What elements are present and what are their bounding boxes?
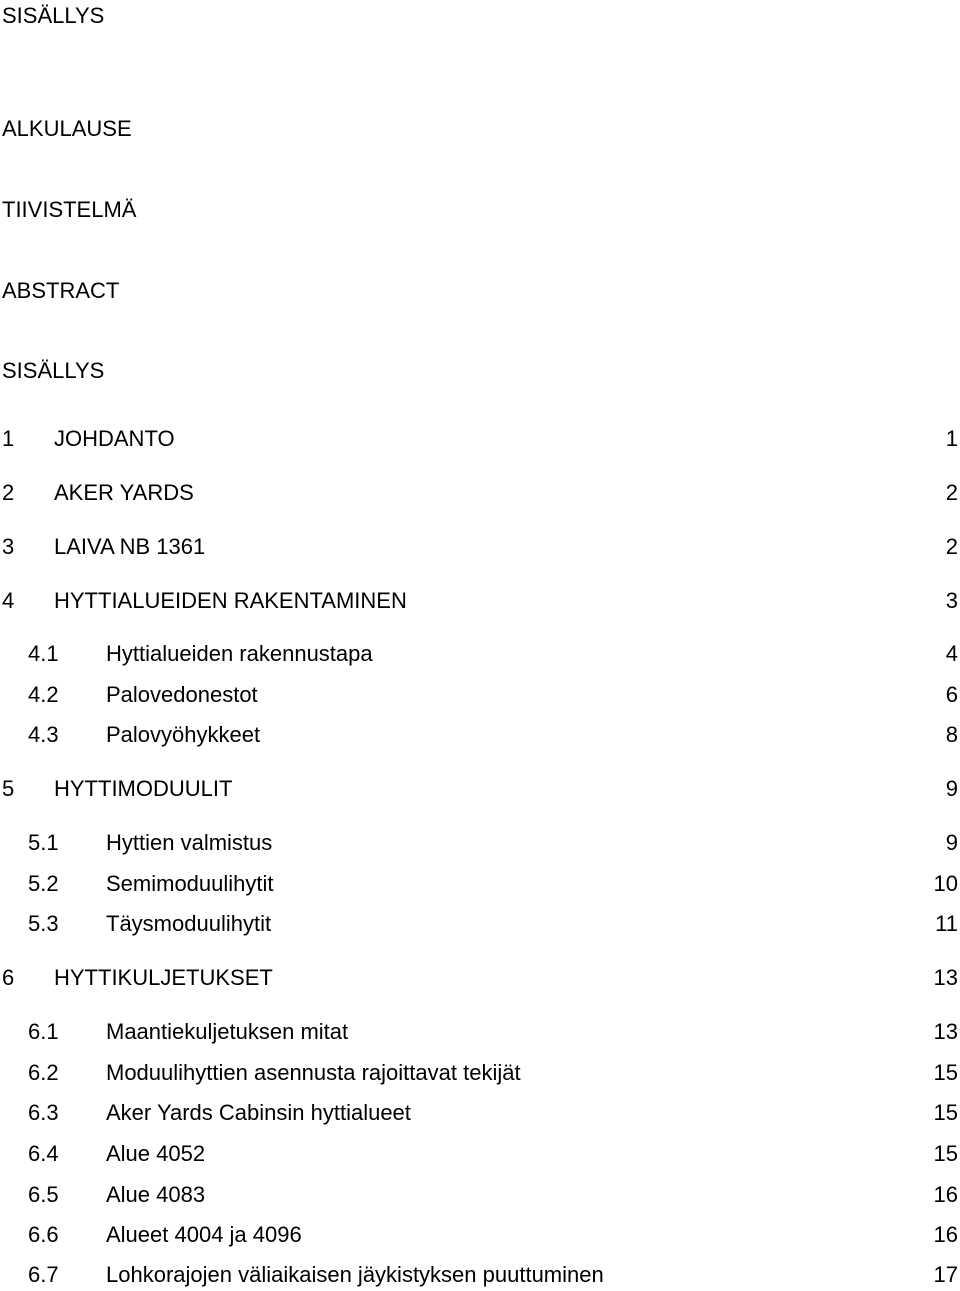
toc-title: HYTTIMODUULIT bbox=[54, 776, 233, 801]
toc-number: 4.2 bbox=[28, 682, 59, 707]
toc-page-number: 13 bbox=[933, 1019, 958, 1044]
toc-entry[interactable] bbox=[0, 1219, 960, 1251]
toc-title: Palovedonestot bbox=[106, 682, 258, 707]
toc-page-number: 9 bbox=[945, 830, 958, 855]
toc-entry[interactable] bbox=[0, 773, 960, 805]
toc-page-number: 3 bbox=[945, 588, 958, 613]
toc-title: Hyttialueiden rakennustapa bbox=[106, 641, 373, 666]
toc-number: 6.6 bbox=[28, 1222, 59, 1247]
toc-page-number: 13 bbox=[933, 965, 958, 990]
toc-entry[interactable] bbox=[0, 638, 960, 670]
toc-number: 4.3 bbox=[28, 722, 59, 747]
toc-entry[interactable] bbox=[0, 908, 960, 940]
toc-heading-foreword[interactable]: ALKULAUSE bbox=[2, 116, 132, 141]
toc-number: 5 bbox=[2, 776, 15, 801]
toc-title: Hyttien valmistus bbox=[106, 830, 273, 855]
toc-number: 6 bbox=[2, 965, 15, 990]
toc-heading-abstract-fi[interactable]: TIIVISTELMÄ bbox=[2, 197, 137, 222]
toc-heading-abstract-en[interactable]: ABSTRACT bbox=[2, 278, 120, 303]
toc-title: Maantiekuljetuksen mitat bbox=[106, 1019, 349, 1044]
toc-page-number: 2 bbox=[945, 480, 958, 505]
toc-page-number: 11 bbox=[935, 911, 958, 936]
toc-entry[interactable] bbox=[0, 477, 960, 509]
toc-number: 4 bbox=[2, 588, 15, 613]
toc-title: HYTTIKULJETUKSET bbox=[54, 965, 273, 990]
toc-page-number: 8 bbox=[945, 722, 958, 747]
toc-number: 4.1 bbox=[28, 641, 59, 666]
toc-number: 6.7 bbox=[28, 1262, 59, 1287]
toc-page-number: 16 bbox=[933, 1222, 958, 1247]
toc-page-number: 1 bbox=[945, 426, 958, 451]
toc-entry[interactable] bbox=[0, 827, 960, 859]
toc-entry[interactable] bbox=[0, 585, 960, 617]
toc-number: 5.3 bbox=[28, 911, 59, 936]
toc-page-number: 4 bbox=[945, 641, 958, 666]
toc-entry[interactable] bbox=[0, 1097, 960, 1129]
toc-entry[interactable] bbox=[0, 1179, 960, 1211]
toc-title: LAIVA NB 1361 bbox=[54, 534, 206, 559]
page-title: SISÄLLYS bbox=[2, 3, 105, 28]
toc-page-number: 2 bbox=[945, 534, 958, 559]
toc-title: Alueet 4004 ja 4096 bbox=[106, 1222, 302, 1247]
toc-title: Lohkorajojen väliaikaisen jäykistyksen puuttuminen bbox=[106, 1262, 604, 1287]
toc-title: Moduulihyttien asennusta rajoittavat tekijät bbox=[106, 1060, 521, 1085]
toc-title: JOHDANTO bbox=[54, 426, 175, 451]
toc-number: 6.1 bbox=[28, 1019, 59, 1044]
toc-entry[interactable] bbox=[0, 719, 960, 751]
toc-number: 1 bbox=[2, 426, 15, 451]
toc-page-number: 10 bbox=[933, 871, 958, 896]
toc-entry[interactable] bbox=[0, 531, 960, 563]
toc-title: Palovyöhykkeet bbox=[106, 722, 261, 747]
toc-entry[interactable] bbox=[0, 1259, 960, 1291]
toc-page-number: 15 bbox=[933, 1100, 958, 1125]
toc-page-number: 9 bbox=[945, 776, 958, 801]
toc-title: AKER YARDS bbox=[54, 480, 194, 505]
toc-title: Aker Yards Cabinsin hyttialueet bbox=[106, 1100, 411, 1125]
toc-page-number: 15 bbox=[933, 1141, 958, 1166]
toc-number: 5.2 bbox=[28, 871, 59, 896]
toc-number: 2 bbox=[2, 480, 15, 505]
toc-heading-contents[interactable]: SISÄLLYS bbox=[2, 358, 105, 383]
toc-title: Alue 4083 bbox=[106, 1182, 206, 1207]
toc-entry[interactable] bbox=[0, 1057, 960, 1089]
toc-number: 6.2 bbox=[28, 1060, 59, 1085]
toc-entry[interactable] bbox=[0, 868, 960, 900]
toc-title: Semimoduulihytit bbox=[106, 871, 274, 896]
toc-number: 3 bbox=[2, 534, 15, 559]
toc-entry[interactable] bbox=[0, 679, 960, 711]
toc-page-number: 17 bbox=[933, 1262, 958, 1287]
toc-number: 5.1 bbox=[28, 830, 59, 855]
toc-number: 6.5 bbox=[28, 1182, 59, 1207]
toc-number: 6.3 bbox=[28, 1100, 59, 1125]
toc-entry[interactable] bbox=[0, 962, 960, 994]
toc-page-number: 15 bbox=[933, 1060, 958, 1085]
toc-entry[interactable] bbox=[0, 1016, 960, 1048]
toc-title: Alue 4052 bbox=[106, 1141, 206, 1166]
toc-number: 6.4 bbox=[28, 1141, 59, 1166]
toc-title: Täysmoduulihytit bbox=[106, 911, 272, 936]
toc-entry[interactable] bbox=[0, 423, 960, 455]
toc-title: HYTTIALUEIDEN RAKENTAMINEN bbox=[54, 588, 407, 613]
toc-page-number: 6 bbox=[945, 682, 958, 707]
toc-entry[interactable] bbox=[0, 1138, 960, 1170]
toc-page-number: 16 bbox=[933, 1182, 958, 1207]
